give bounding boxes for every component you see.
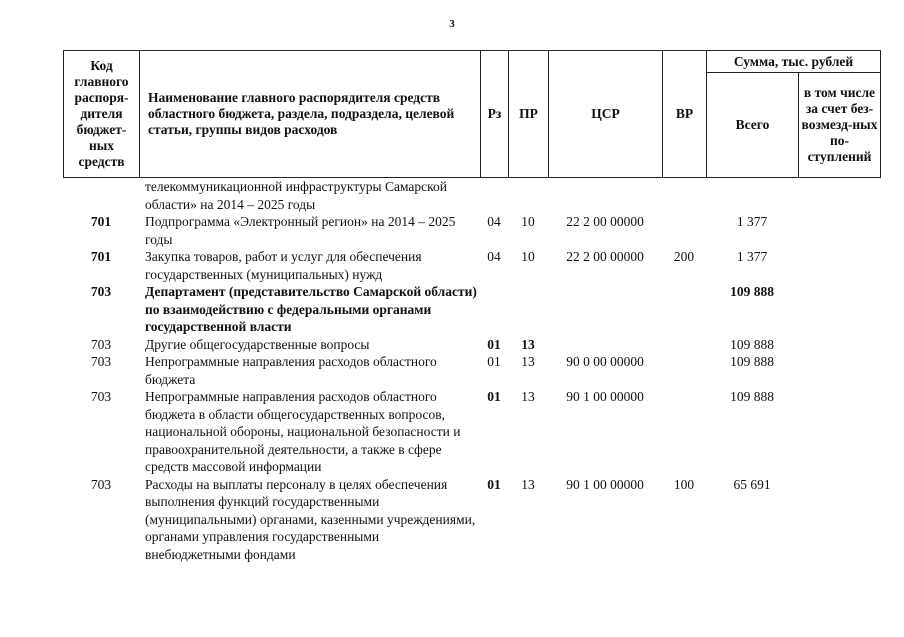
- row-vr: 100: [673, 476, 695, 492]
- row-pr: 13: [521, 476, 535, 492]
- row-code: 703: [90, 389, 112, 404]
- row-code: 703: [90, 354, 112, 369]
- row-csr: [548, 336, 662, 354]
- row-incl: [798, 213, 880, 248]
- table-row: [63, 178, 880, 213]
- header-pr: ПР: [509, 51, 549, 178]
- row-vr: [662, 178, 706, 213]
- row-total: 1 377: [736, 249, 768, 264]
- budget-table: [63, 178, 880, 563]
- page-number: 3: [449, 18, 455, 30]
- table-body: [63, 178, 880, 563]
- row-csr: 22 2 00 00000: [566, 249, 644, 264]
- row-name: Непрограммные направления расходов областного бюджета в области общегосударственных вопросов, национальной обороны, национальной безопасности и правоохранительной деятельности, а также в сфере средств массовой информации: [145, 389, 461, 474]
- row-incl: [798, 178, 880, 213]
- row-total: 109 888: [730, 354, 774, 369]
- header-vr: ВР: [663, 51, 707, 178]
- row-csr: 90 1 00 00000: [566, 476, 644, 492]
- row-rz: 04: [487, 214, 501, 229]
- row-name: Непрограммные направления расходов областного бюджета: [145, 354, 437, 387]
- header-code: Код главного распоря-дителя бюджет-ных средств: [64, 51, 140, 178]
- row-vr: [662, 353, 706, 388]
- row-name: телекоммуникационной инфраструктуры Самарской области» на 2014 – 2025 годы: [145, 179, 448, 212]
- row-total: 109 888: [730, 284, 774, 299]
- row-incl: [798, 283, 880, 336]
- table-row: [63, 248, 880, 283]
- row-code: 703: [90, 476, 112, 492]
- row-total: 109 888: [730, 389, 774, 404]
- row-rz: 01: [487, 336, 501, 352]
- row-code: [63, 178, 139, 213]
- row-total: 1 377: [736, 214, 768, 229]
- row-rz: 04: [487, 249, 501, 264]
- row-incl: [798, 476, 880, 564]
- row-csr: [548, 178, 662, 213]
- row-code: 701: [90, 214, 112, 229]
- row-pr: 10: [521, 249, 535, 264]
- row-code: 703: [90, 284, 112, 299]
- table-row: [63, 213, 880, 248]
- row-rz: [480, 283, 508, 336]
- row-total: 65 691: [733, 476, 771, 492]
- row-pr: 13: [521, 354, 535, 369]
- table-row: [63, 353, 880, 388]
- row-csr: 90 0 00 00000: [566, 354, 644, 369]
- row-vr: [662, 336, 706, 354]
- row-code: 701: [90, 249, 112, 264]
- header-csr: ЦСР: [549, 51, 663, 178]
- row-pr: 13: [521, 336, 535, 352]
- row-rz: 01: [487, 476, 501, 492]
- table-row: [63, 283, 880, 336]
- row-name: Департамент (представительство Самарской области) по взаимодействию с федеральными органами государственной власти: [145, 284, 477, 334]
- row-name: Расходы на выплаты персоналу в целях обеспечения выполнения функций государственными (муниципальными) органами, казенными учреждениями, органами управления государственными внебюджетными фондами: [145, 476, 476, 562]
- row-vr: [662, 388, 706, 476]
- row-total: 109 888: [730, 336, 774, 352]
- header-sum-group: Сумма, тыс. рублей: [707, 51, 881, 73]
- row-vr: 200: [673, 249, 695, 264]
- row-name: Подпрограмма «Электронный регион» на 2014 – 2025 годы: [145, 214, 456, 247]
- row-pr: 13: [521, 389, 535, 404]
- row-incl: [798, 353, 880, 388]
- table-row: [63, 388, 880, 476]
- row-vr: [662, 283, 706, 336]
- row-name: Закупка товаров, работ и услуг для обеспечения государственных (муниципальных) нужд: [145, 249, 422, 282]
- row-pr: [508, 178, 548, 213]
- row-rz: 01: [487, 354, 501, 369]
- header-name: Наименование главного распорядителя средств областного бюджета, раздела, подраздела, целевой статьи, группы видов расходов: [140, 51, 481, 178]
- row-vr: [662, 213, 706, 248]
- header-incl: в том числе за счет без-возмезд-ных по-ступлений: [799, 73, 881, 178]
- row-incl: [798, 336, 880, 354]
- row-csr: 90 1 00 00000: [566, 389, 644, 404]
- header-rz: Рз: [481, 51, 509, 178]
- row-csr: 22 2 00 00000: [566, 214, 644, 229]
- table-row: [63, 336, 880, 354]
- row-name: Другие общегосударственные вопросы: [145, 336, 370, 352]
- row-total: [706, 178, 798, 213]
- row-rz: 01: [487, 389, 501, 404]
- row-pr: [508, 283, 548, 336]
- header-total: Всего: [707, 73, 799, 178]
- row-incl: [798, 248, 880, 283]
- row-rz: [480, 178, 508, 213]
- row-code: 703: [90, 336, 112, 352]
- row-incl: [798, 388, 880, 476]
- table-row: [63, 476, 880, 564]
- row-csr: [548, 283, 662, 336]
- row-pr: 10: [521, 214, 535, 229]
- table-header: [63, 50, 881, 178]
